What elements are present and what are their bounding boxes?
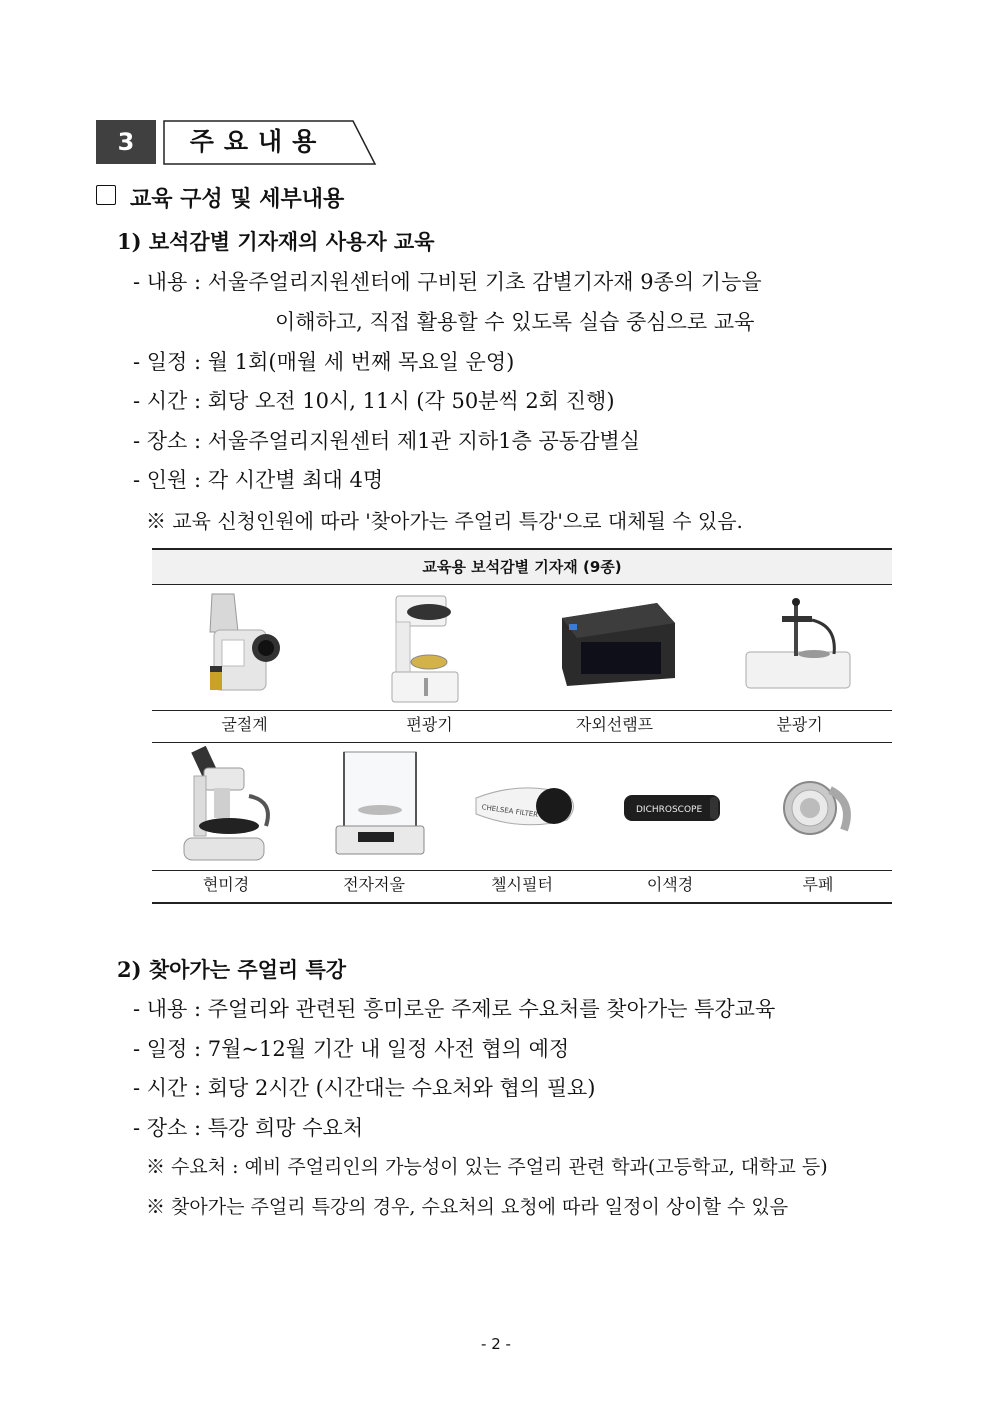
part2-line-place: - 장소 : 특강 희망 수요처 <box>133 1116 364 1140</box>
table-header: 교육용 보석감별 기자재 (9종) <box>152 548 892 585</box>
section-title: 주요내용 <box>189 127 327 156</box>
main-heading: 교육 구성 및 세부내용 <box>130 187 345 212</box>
uv-lamp-image <box>557 598 677 693</box>
electronic-scale-image <box>332 748 427 858</box>
section-number: 3 <box>96 120 156 164</box>
part1-title: 1) 보석감별 기자재의 사용자 교육 <box>117 229 435 254</box>
caption-refractometer: 굴절계 <box>221 715 268 734</box>
equipment-table <box>152 548 892 904</box>
caption-spectroscope: 분광기 <box>776 715 823 734</box>
part2-line-time: - 시간 : 회당 2시간 (시간대는 수요처와 협의 필요) <box>133 1076 596 1100</box>
part1-note: ※ 교육 신청인원에 따라 '찾아가는 주얼리 특강'으로 대체될 수 있음. <box>146 509 743 533</box>
part1-line-schedule: - 일정 : 월 1회(매월 세 번째 목요일 운영) <box>133 350 515 374</box>
dichroscope-label: DICHROSCOPE <box>636 805 703 815</box>
checkbox-icon <box>96 185 116 205</box>
part1-line-place: - 장소 : 서울주얼리지원센터 제1관 지하1층 공동감별실 <box>133 429 640 453</box>
part1-line-time: - 시간 : 회당 오전 10시, 11시 (각 50분씩 2회 진행) <box>133 389 615 413</box>
section-title-box <box>163 120 377 165</box>
caption-loupe: 루페 <box>802 875 834 894</box>
part2-note-target: ※ 수요처 : 예비 주얼리인의 가능성이 있는 주얼리 관련 학과(고등학교, 대학교 등) <box>146 1156 828 1178</box>
refractometer-image <box>202 592 292 702</box>
caption-electronic-scale: 전자저울 <box>343 875 405 894</box>
part2-line-content: - 내용 : 주얼리와 관련된 흥미로운 주제로 수요처를 찾아가는 특강교육 <box>133 997 776 1021</box>
loupe-image <box>772 778 862 842</box>
part1-line-content-cont: 이해하고, 직접 활용할 수 있도록 실습 중심으로 교육 <box>275 310 755 334</box>
part2-line-schedule: - 일정 : 7월~12월 기간 내 일정 사전 협의 예정 <box>133 1037 570 1061</box>
table-bottom-border <box>152 902 892 904</box>
caption-uv-lamp: 자외선램프 <box>575 715 654 734</box>
page-number: - 2 - <box>481 1335 511 1353</box>
caption-chelsea-filter: 첼시필터 <box>491 875 553 894</box>
spectroscope-image <box>742 596 852 696</box>
chelsea-filter-image <box>472 776 582 836</box>
caption-polariscope: 편광기 <box>406 715 453 734</box>
row2-top-divider <box>152 742 892 743</box>
caption-dichroscope: 이색경 <box>646 875 694 894</box>
chelsea-filter-label: CHELSEA FILTER <box>481 803 539 820</box>
caption-microscope: 현미경 <box>202 875 250 894</box>
part1-line-people: - 인원 : 각 시간별 최대 4명 <box>133 468 384 492</box>
polariscope-image <box>384 592 474 707</box>
part2-title: 2) 찾아가는 주얼리 특강 <box>117 957 347 982</box>
part2-note-schedule: ※ 찾아가는 주얼리 특강의 경우, 수요처의 요청에 따라 일정이 상이할 수 있음 <box>146 1196 789 1218</box>
dichroscope-image <box>622 791 722 825</box>
part1-line-content: - 내용 : 서울주얼리지원센터에 구비된 기초 감별기자재 9종의 기능을 <box>133 270 762 294</box>
microscope-image <box>174 746 279 864</box>
